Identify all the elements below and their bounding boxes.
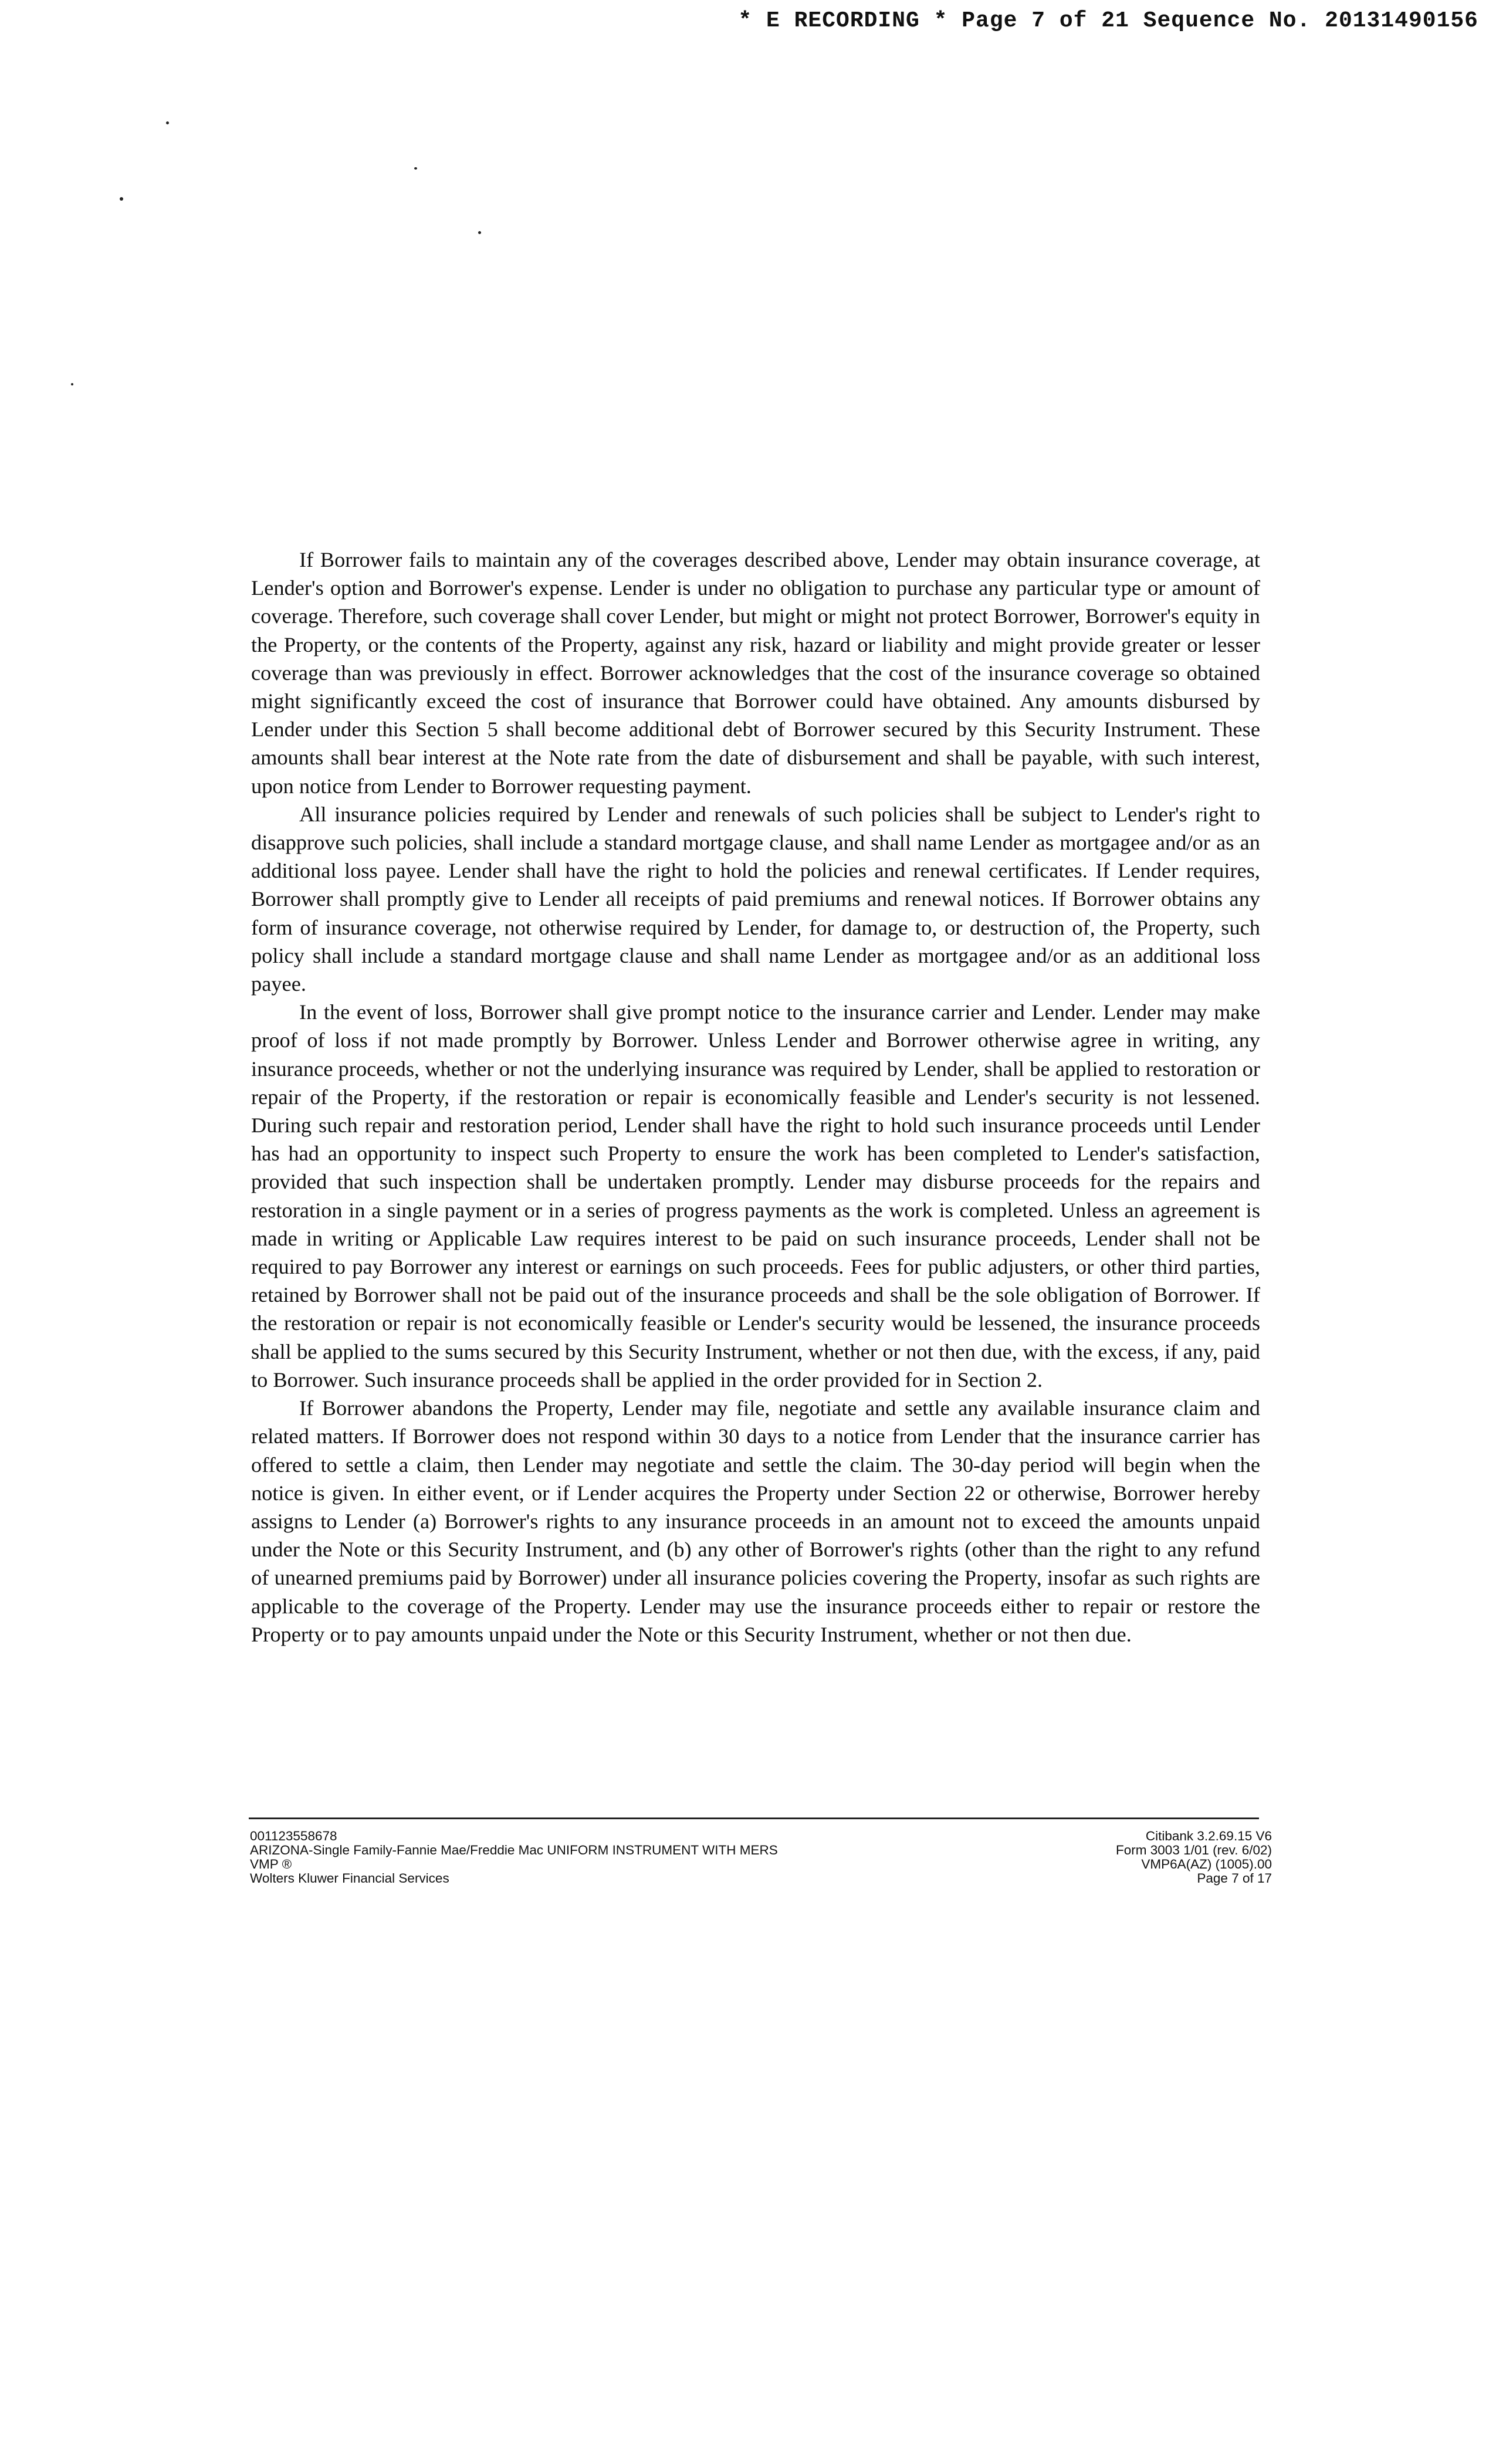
paragraph: If Borrower abandons the Property, Lender may file, negotiate and settle any available insurance claim and related matters. If Borrower does not respond within 30 days to a notice from Lender that the insurance carrier has offered to settle a claim, then Lender may negotiate and settle the claim. The 30-day period will begin when the notice is given. In either event, or if Lender acquires the Property under Section 22 or otherwise, Borrower hereby assigns to Lender (a) Borrower's rights to any insurance proceeds in an amount not to exceed the amounts unpaid under the Note or this Security Instrument, and (b) any other of Borrower's rights (other than the right to any refund of unearned premiums paid by Borrower) under all insurance policies covering the Property, insofar as such rights are applicable to the coverage of the Property. Lender may use the insurance proceeds either to repair or restore the Property or to pay amounts unpaid under the Note or this Security Instrument, whether or not then due.: [251, 1396, 1260, 1646]
form-number: Form 3003 1/01 (rev. 6/02): [1116, 1843, 1272, 1857]
loan-number: 001123558678: [250, 1829, 337, 1843]
recording-stamp: * E RECORDING * Page 7 of 21 Sequence No. 20131490156: [738, 8, 1478, 33]
publisher-name: Wolters Kluwer Financial Services: [250, 1871, 449, 1886]
scan-speck: [120, 197, 123, 201]
footer-left-block: [250, 1829, 954, 1886]
scan-speck: [414, 167, 417, 170]
footer-right-block: [967, 1829, 1272, 1886]
paragraph: In the event of loss, Borrower shall give prompt notice to the insurance carrier and Lender. Lender may make proof of loss if not made promptly by Borrower. Unless Lender and Borrower otherwise agree in writing, any insurance proceeds, whether or not the underlying insurance was required by Lender, shall be applied to restoration or repair of the Property, if the restoration or repair is economically feasible and Lender's security is not lessened. During such repair and restoration period, Lender shall have the right to hold such insurance proceeds until Lender has had an opportunity to inspect such Property to ensure the work has been completed to Lender's satisfaction, provided that such inspection shall be undertaken promptly. Lender may disburse proceeds for the repairs and restoration in a single payment or in a series of progress payments as the work is completed. Unless an agreement is made in writing or Applicable Law requires interest to be paid on such insurance proceeds, Lender shall not be required to pay Borrower any interest or earnings on such proceeds. Fees for public adjusters, or other third parties, retained by Borrower shall not be paid out of the insurance proceeds and shall be the sole obligation of Borrower. If the restoration or repair is not economically feasible or Lender's security would be lessened, the insurance proceeds shall be applied to the sums secured by this Security Instrument, whether or not then due, with the excess, if any, paid to Borrower. Such insurance proceeds shall be applied in the order provided for in Section 2.: [251, 1000, 1260, 1392]
lender-version: Citibank 3.2.69.15 V6: [1145, 1829, 1272, 1843]
scan-speck: [166, 121, 169, 124]
scan-speck: [478, 231, 481, 234]
page-number: Page 7 of 17: [1197, 1871, 1272, 1886]
form-code: VMP6A(AZ) (1005).00: [1141, 1857, 1272, 1871]
document-body: [251, 546, 1260, 1649]
footer-divider: [249, 1817, 1259, 1819]
paragraph: If Borrower fails to maintain any of the coverages described above, Lender may obtain insurance coverage, at Lender's option and Borrower's expense. Lender is under no obligation to purchase any particular type or amount of coverage. Therefore, such coverage shall cover Lender, but might or might not protect Borrower, Borrower's equity in the Property, or the contents of the Property, against any risk, hazard or liability and might provide greater or lesser coverage than was previously in effect. Borrower acknowledges that the cost of the insurance coverage so obtained might significantly exceed the cost of insurance that Borrower could have obtained. Any amounts disbursed by Lender under this Section 5 shall become additional debt of Borrower secured by this Security Instrument. These amounts shall bear interest at the Note rate from the date of disbursement and shall be payable, with such interest, upon notice from Lender to Borrower requesting payment.: [251, 548, 1260, 798]
scan-speck: [71, 383, 73, 385]
paragraph: All insurance policies required by Lender and renewals of such policies shall be subject to Lender's right to disapprove such policies, shall include a standard mortgage clause, and shall name Lender as mortgagee and/or as an additional loss payee. Lender shall have the right to hold the policies and renewal certificates. If Lender requires, Borrower shall promptly give to Lender all receipts of paid premiums and renewal notices. If Borrower obtains any form of insurance coverage, not otherwise required by Lender, for damage to, or destruction of, the Property, such policy shall include a standard mortgage clause and shall name Lender as mortgagee and/or as an additional loss payee.: [251, 802, 1260, 996]
form-description: ARIZONA-Single Family-Fannie Mae/Freddie Mac UNIFORM INSTRUMENT WITH MERS: [250, 1843, 778, 1857]
vmp-mark: VMP ®: [250, 1857, 292, 1871]
